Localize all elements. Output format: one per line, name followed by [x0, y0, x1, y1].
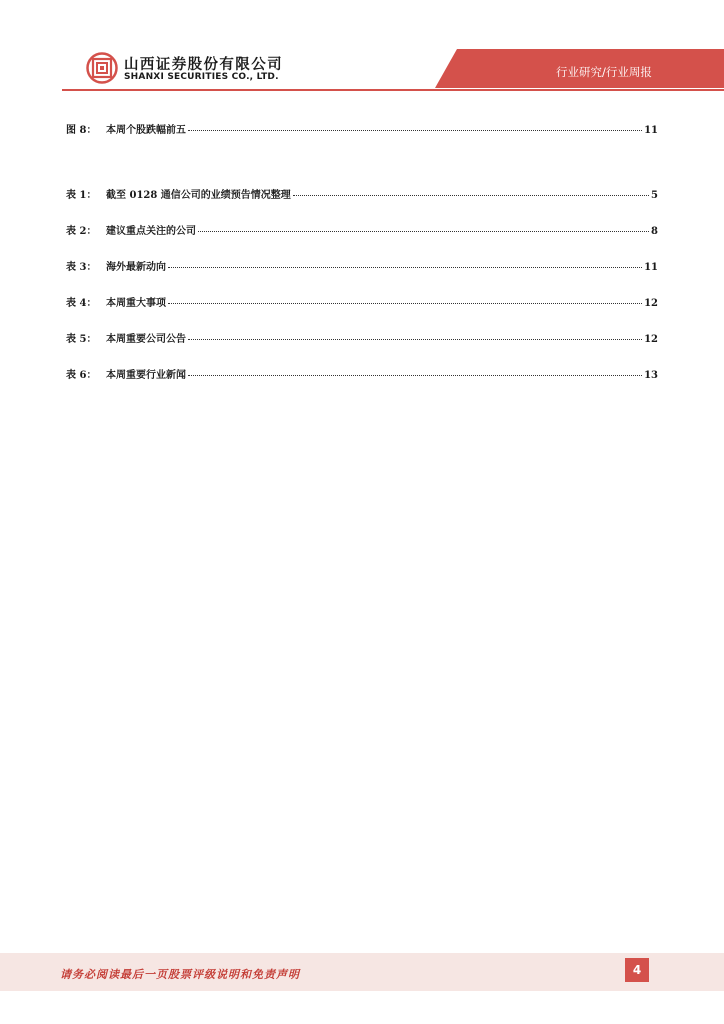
company-name-cn: 山西证券股份有限公司 [124, 57, 283, 73]
toc-entry-number: 表 4： [66, 298, 97, 309]
toc-entry-number: 表 6： [66, 370, 97, 381]
shanxi-securities-logo-icon [86, 52, 118, 84]
page-number: 4 [625, 958, 649, 982]
toc-entry-title: 本周个股跌幅前五 [106, 125, 186, 136]
toc-leader-dots [168, 295, 642, 304]
toc-figure-entry[interactable] [66, 121, 658, 135]
toc-leader-dots [188, 331, 642, 340]
toc-entry-title: 本周重要行业新闻 [106, 370, 186, 381]
toc-entry-page: 12 [644, 334, 658, 345]
toc-entry-title: 截至 0128 通信公司的业绩预告情况整理 [106, 190, 291, 201]
header-divider [62, 89, 724, 91]
toc-table-entry[interactable] [66, 330, 658, 344]
report-type: 行业研究/行业周报 [556, 65, 652, 79]
toc-entry-page: 11 [644, 125, 658, 136]
footer-disclaimer: 请务必阅读最后一页股票评级说明和免责声明 [60, 968, 300, 981]
toc-leader-dots [188, 367, 642, 376]
toc-table-entry[interactable] [66, 222, 658, 236]
toc-leader-dots [168, 259, 642, 268]
toc-entry-number: 图 8： [66, 125, 97, 136]
toc-entry-page: 11 [644, 262, 658, 273]
toc-entry-number: 表 1： [66, 190, 97, 201]
toc-table-entry[interactable] [66, 366, 658, 380]
toc-leader-dots [188, 122, 642, 131]
toc-table-entry[interactable] [66, 258, 658, 272]
page-header [0, 0, 724, 100]
toc-entry-page: 8 [651, 226, 658, 237]
toc-table-entry[interactable] [66, 294, 658, 308]
toc-table-entry[interactable] [66, 186, 658, 200]
toc-entry-page: 13 [644, 370, 658, 381]
toc-entry-page: 5 [651, 190, 658, 201]
toc-leader-dots [293, 187, 649, 196]
toc-entry-number: 表 3： [66, 262, 97, 273]
toc-entry-page: 12 [644, 298, 658, 309]
toc-entry-title: 本周重大事项 [106, 298, 166, 309]
toc-entry-number: 表 5： [66, 334, 97, 345]
company-name-en: SHANXI SECURITIES CO., LTD. [124, 72, 279, 82]
toc-entry-title: 海外最新动向 [106, 262, 166, 273]
toc-entry-title: 建议重点关注的公司 [106, 226, 196, 237]
toc-leader-dots [198, 223, 649, 232]
toc-entry-number: 表 2： [66, 226, 97, 237]
toc-entry-title: 本周重要公司公告 [106, 334, 186, 345]
